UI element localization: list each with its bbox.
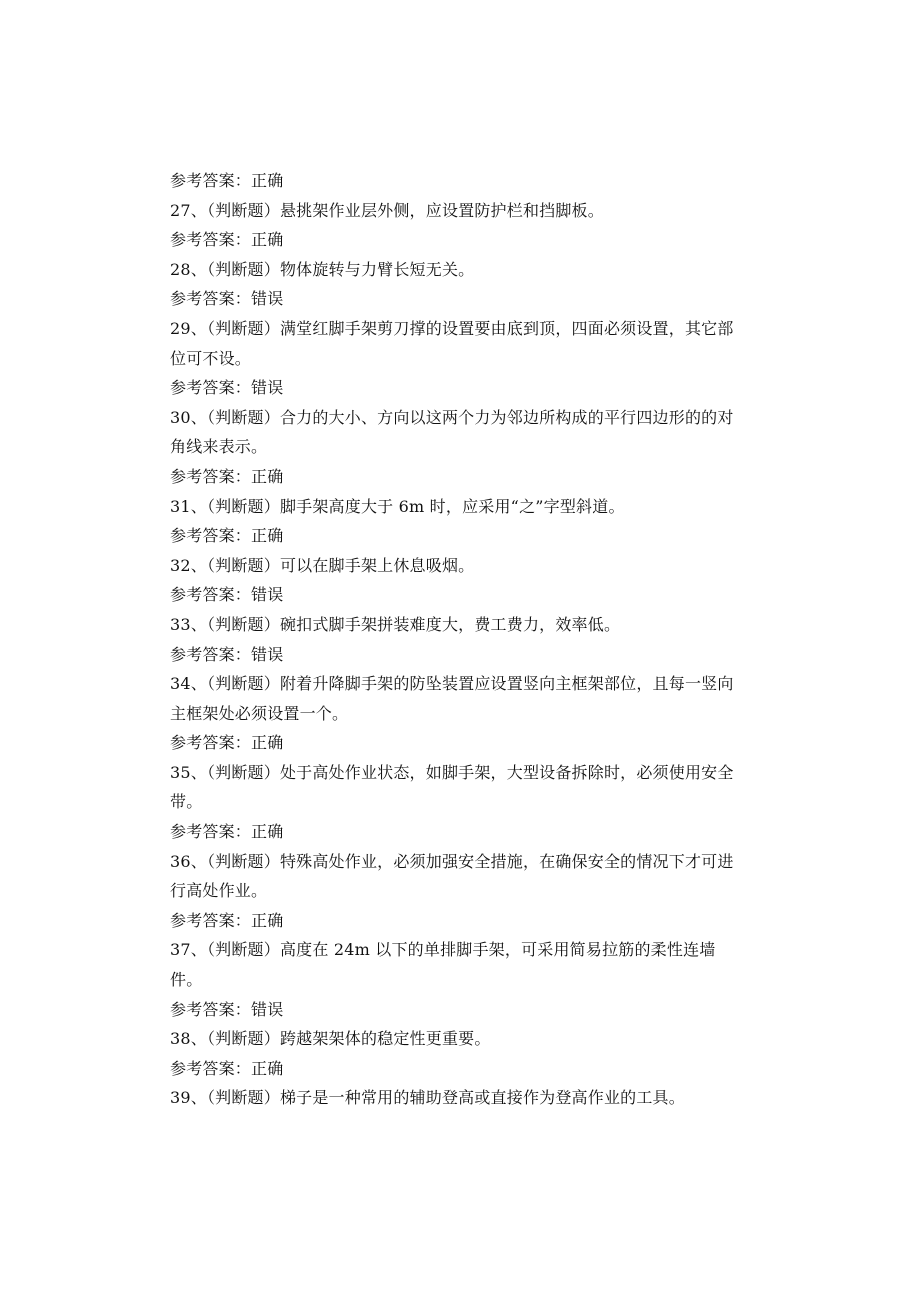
question-item-38 [170,1024,742,1083]
answer-line: 参考答案：错误 [170,644,284,664]
question-item-32 [170,551,742,610]
answer-line: 参考答案：正确 [170,466,284,486]
question-text: 38、（判断题）跨越架架体的稳定性更重要。 [170,1029,491,1049]
question-item-35 [170,758,742,847]
question-item-27 [170,196,742,255]
question-item-29 [170,314,742,403]
question-text: 33、（判断题）碗扣式脚手架拼装难度大，费工费力，效率低。 [170,614,621,634]
question-text: 32、（判断题）可以在脚手架上休息吸烟。 [170,555,475,575]
answer-line: 参考答案：正确 [170,733,284,753]
question-item-28 [170,255,742,314]
question-item-37 [170,935,742,1024]
question-text: 30、（判断题）合力的大小、方向以这两个力为邻边所构成的平行四边形的的对角线来表示。 [170,407,734,457]
answer-line: 参考答案：正确 [170,910,284,930]
answer-line: 参考答案：正确 [170,230,284,250]
answer-line: 参考答案：正确 [170,1058,284,1078]
question-text: 27、（判断题）悬挑架作业层外侧，应设置防护栏和挡脚板。 [170,200,604,220]
question-text: 28、（判断题）物体旋转与力臂长短无关。 [170,259,475,279]
question-text: 37、（判断题）高度在 24m 以下的单排脚手架，可采用简易拉筋的柔性连墙件。 [170,940,716,990]
answer-line: 参考答案：错误 [170,585,284,605]
question-text: 29、（判断题）满堂红脚手架剪刀撑的设置要由底到顶，四面必须设置，其它部位可不设。 [170,318,734,368]
question-text: 36、（判断题）特殊高处作业，必须加强安全措施，在确保安全的情况下才可进行高处作业。 [170,851,734,901]
answer-line: 参考答案：正确 [170,822,284,842]
answer-line: 参考答案：错误 [170,999,284,1019]
answer-line: 参考答案：正确 [170,526,284,546]
question-text: 31、（判断题）脚手架高度大于 6m 时，应采用“之”字型斜道。 [170,496,625,516]
question-item-31 [170,492,742,551]
question-item-39 [170,1083,742,1113]
question-list [170,166,742,1113]
question-text: 35、（判断题）处于高处作业状态，如脚手架，大型设备拆除时，必须使用安全带。 [170,762,734,812]
question-text: 34、（判断题）附着升降脚手架的防坠装置应设置竖向主框架部位，且每一竖向主框架处必须设置一个。 [170,674,734,723]
question-text: 39、（判断题）梯子是一种常用的辅助登高或直接作为登高作业的工具。 [170,1088,685,1108]
question-item-33 [170,610,742,669]
answer-line: 参考答案：错误 [170,378,284,398]
question-item-36 [170,847,742,936]
question-item-30 [170,403,742,492]
answer-line: 参考答案：正确 [170,171,284,190]
answer-line: 参考答案：错误 [170,289,284,309]
question-item-34 [170,669,742,758]
